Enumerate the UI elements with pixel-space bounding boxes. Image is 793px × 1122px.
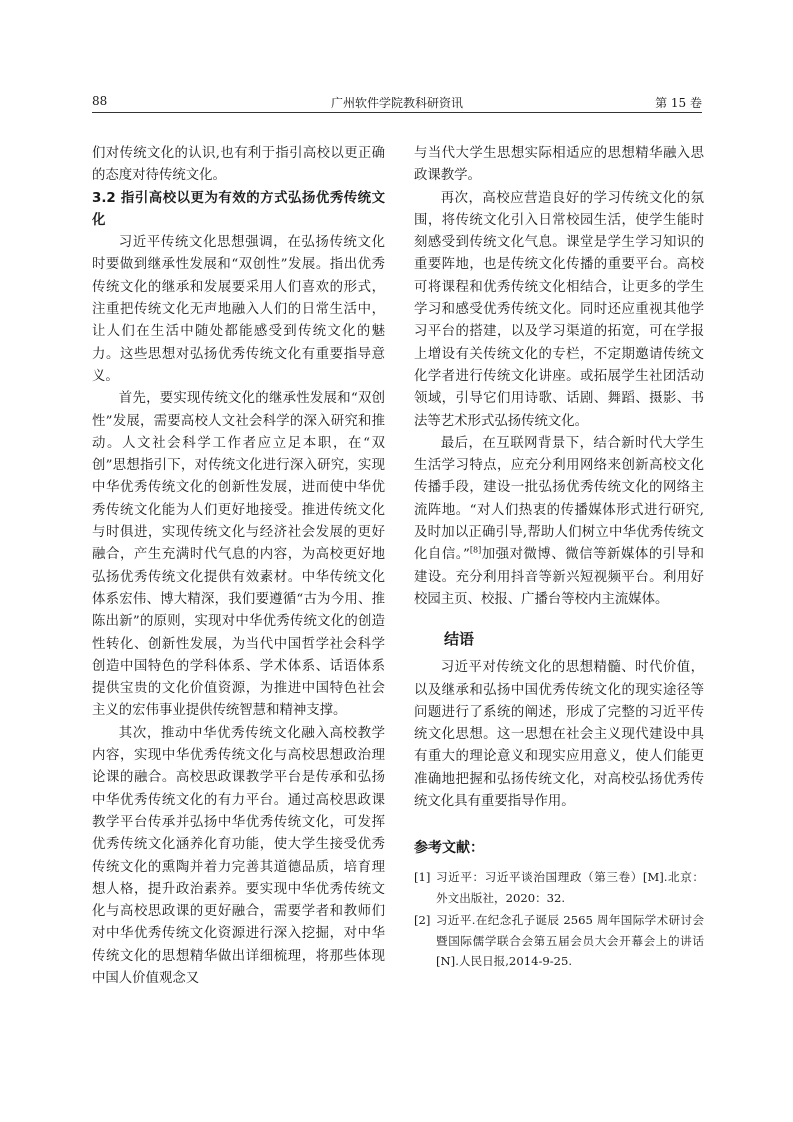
reference-text: 习近平：习近平谈治国理政（第三卷）[M].北京：外文出版社，2020：32. xyxy=(436,870,704,905)
conclusion-paragraph: 习近平对传统文化的思想精髓、时代价值，以及继承和弘扬中国优秀传统文化的现实途径等问题进行了系统的阐述，形成了完整的习近平传统文化思想。这一思想在社会主义现代建设中具有重大的理论意义和现实应用意义，使人们能更准确地把握和弘扬传统文化，对高校弘扬优秀传统文化具有重要指导作用。 xyxy=(414,660,704,810)
paragraph: 再次，高校应营造良好的学习传统文化的氛围，将传统文化引入日常校园生活，使学生能时刻感受到传统文化气息。课堂是学生学习知识的重要阵地，也是传统文化传播的重要平台。高校可将课程和优秀传统文化相结合，让更多的学生学习和感受优秀传统文化。同时还应重视其他学习平台的搭建，以及学习渠道的拓宽，可在学报上增设有关传统文化的专栏，不定期邀请传统文化学者进行传统文化讲座。或拓展学生社团活动领域，引导它们用诗歌、话剧、舞蹈、摄影、书法等艺术形式弘扬传统文化。 xyxy=(414,190,704,429)
paragraph: 习近平传统文化思想强调，在弘扬传统文化时要做到继承性发展和“双创性”发展。指出优秀传统文化的继承和发展要采用人们喜欢的形式，注重把传统文化无声地融入人们的日常生活中，让人们在生活中随处都能感受到传统文化的魅力。这些思想对弘扬优秀传统文化有重要指导意义。 xyxy=(92,235,385,384)
page-number: 88 xyxy=(92,94,108,108)
section-heading-3-2: 3.2 指引高校以更为有效的方式弘扬优秀传统文化 xyxy=(92,190,385,228)
reference-number: [1] xyxy=(414,870,431,885)
paragraph xyxy=(414,433,704,611)
paragraph-text: 最后，在互联网背景下，结合新时代大学生生活学习特点，应充分利用网络来创新高校文化传播手段，建设一批弘扬优秀传统文化的网络主流阵地。“对人们热衷的传播媒体形式进行研究,及时加以正确引导,帮助人们树立中华优秀传统文化自信。” xyxy=(414,435,704,563)
paragraph-text: 加强对微博、微信等新媒体的引导和建设。充分利用抖音等新兴短视频平台。利用好校园主页、校报、广播台等校内主流媒体。 xyxy=(414,547,705,607)
references-heading: 参考文献： xyxy=(414,840,484,857)
paragraph: 首先，要实现传统文化的继承性发展和“双创性”发展，需要高校人文社会科学的深入研究和推动。人文社会科学工作者应立足本职，在“双创”思想指引下，对传统文化进行深入研究，实现中华优秀传统文化的创新性发展，进而使中华优秀传统文化能为人们更好地接受。推进传统文化与时俱进，实现传统文化与经济社会发展的更好融合，产生充满时代气息的内容，为高校更好地弘扬优秀传统文化提供有效素材。中华传统文化体系宏伟、博大精深，我们要遵循“古为今用、推陈出新”的原则，实现对中华优秀传统文化的创造性转化、创新性发展，为当代中国哲学社会科学创造中国特色的学科体系、学术体系、话语体系提供宝贵的文化价值资源，为推进中国特色社会主义的宏伟事业提供传统智慧和精神支撑。 xyxy=(92,391,385,719)
reference-text: 习近平.在纪念孔子诞辰 2565 周年国际学术研讨会暨国际儒学联合会第五届会员大会开幕会上的讲话[N].人民日报,2014-9-25. xyxy=(436,913,704,969)
journal-title: 广州软件学院教科研资讯 xyxy=(330,96,463,110)
reference-number: [2] xyxy=(414,913,431,928)
right-column xyxy=(414,143,704,974)
citation-marker: [8] xyxy=(469,545,482,555)
continued-paragraph: 们对传统文化的认识,也有利于指引高校以更正确的态度对待传统文化。 xyxy=(92,146,385,184)
paragraph: 其次，推动中华优秀传统文化融入高校教学内容，实现中华优秀传统文化与高校思想政治理论课的融合。高校思政课教学平台是传承和弘扬中华优秀传统文化的有力平台。通过高校思政课教学平台传承并弘扬中华优秀传统文化，可发挥优秀传统文化涵养化育功能，使大学生接受优秀传统文化的熏陶并着力完善其道德品质，培育理想人格，提升政治素养。要实现中华优秀传统文化与高校思政课的更好融合，需要学者和教师们对中华优秀传统文化资源进行深入挖掘，对中华传统文化的思想精华做出详细梳理，将那些体现中国人价值观念又 xyxy=(92,725,385,986)
conclusion-heading: 结语 xyxy=(444,630,475,649)
continued-paragraph: 与当代大学生思想实际相适应的思想精华融入思政课教学。 xyxy=(414,146,704,184)
reference-item xyxy=(414,910,704,972)
running-header xyxy=(92,92,702,113)
reference-list xyxy=(414,867,704,972)
reference-item xyxy=(414,867,704,908)
left-column xyxy=(92,143,385,990)
volume-label: 第 15 卷 xyxy=(655,96,702,110)
